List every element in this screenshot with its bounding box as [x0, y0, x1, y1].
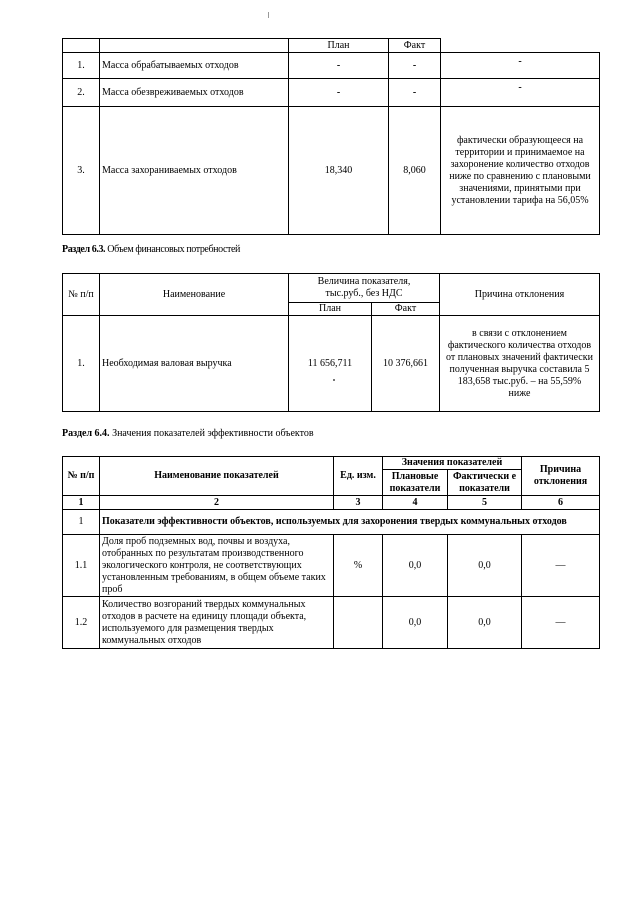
header-num-empty [63, 39, 100, 53]
row-actual: 0,0 [448, 597, 522, 649]
group-row [63, 510, 600, 535]
waste-mass-table [62, 38, 600, 235]
row-fact: 10 376,661 [372, 316, 440, 412]
row-fact: 8,060 [389, 107, 441, 235]
header-reason: Причина отклонения [440, 274, 600, 316]
row-plan: - [289, 53, 389, 79]
row-reason: фактически образующееся на территории и принимаемое на захоронение количество отходов ниже по сравнению с плановыми значениями, принятыми при установлении тарифа на 56,05% [441, 107, 600, 235]
header-reason: Причина отклонения [522, 457, 600, 496]
row-planned: 0,0 [383, 535, 448, 597]
header-num: № п/п [63, 274, 100, 316]
table-row [63, 79, 600, 107]
efficiency-indicators-table [62, 456, 600, 649]
financial-needs-table [62, 273, 600, 412]
section-6-4-title: Значения показателей эффективности объектов [112, 428, 314, 439]
row-fact: - [389, 53, 441, 79]
group-title: Показатели эффективности объектов, используемых для захоронения твердых коммунальных отходов [100, 510, 600, 535]
row-plan: - [289, 79, 389, 107]
header-num: № п/п [63, 457, 100, 496]
row-num: 2. [63, 79, 100, 107]
row-reason: — [522, 535, 600, 597]
row-actual: 0,0 [448, 535, 522, 597]
row-name: Количество возгораний твердых коммунальных отходов в расчете на единицу площади объекта, используемого для размещения твердых коммунальных отходов [100, 597, 334, 649]
row-reason: — [522, 597, 600, 649]
row-name: Необходимая валовая выручка [100, 316, 289, 412]
row-reason: в связи с отклонением фактического количества отходов от плановых значений фактически полученная выручка составила 5 183,658 тыс.руб. – на 55,59% ниже [440, 316, 600, 412]
row-num: 1.2 [63, 597, 100, 649]
header-fact: Факт [389, 39, 441, 53]
col-number: 4 [383, 496, 448, 510]
row-unit [334, 597, 383, 649]
header-fact: Факт [372, 303, 440, 316]
column-numbers-row [63, 496, 600, 510]
row-name: Масса захораниваемых отходов [100, 107, 289, 235]
header-unit: Ед. изм. [334, 457, 383, 496]
header-name: Наименование [100, 274, 289, 316]
col-number: 6 [522, 496, 600, 510]
scan-speck [333, 379, 335, 381]
header-name: Наименование показателей [100, 457, 334, 496]
header-plan: План [289, 303, 372, 316]
table-row [63, 597, 600, 649]
scan-mark [268, 12, 269, 18]
col-number: 3 [334, 496, 383, 510]
section-6-4-caption [62, 428, 314, 440]
row-plan: 18,340 [289, 107, 389, 235]
row-num: 3. [63, 107, 100, 235]
row-planned: 0,0 [383, 597, 448, 649]
group-num: 1 [63, 510, 100, 535]
col-number: 5 [448, 496, 522, 510]
row-name: Масса обезвреживаемых отходов [100, 79, 289, 107]
header-value: Величина показателя, тыс.руб., без НДС [289, 274, 440, 303]
section-6-3-caption [62, 244, 240, 256]
header-name-empty [100, 39, 289, 53]
row-num: 1. [63, 316, 100, 412]
header-reason-empty [441, 39, 600, 53]
table-row [63, 316, 600, 412]
table-row [63, 535, 600, 597]
header-planned: Плановые показатели [383, 470, 448, 496]
header-plan: План [289, 39, 389, 53]
row-fact: - [389, 79, 441, 107]
table-row [63, 107, 600, 235]
table-row [63, 53, 600, 79]
row-unit: % [334, 535, 383, 597]
section-6-3-label: Раздел 6.3. [62, 244, 106, 255]
col-number: 2 [100, 496, 334, 510]
section-6-4-label: Раздел 6.4. [62, 428, 110, 439]
row-num: 1. [63, 53, 100, 79]
row-name: Доля проб подземных вод, почвы и воздуха, отобранных по результатам производственного экологического контроля, не соответствующих установленным требованиям, в общем объеме таких проб [100, 535, 334, 597]
header-actual: Фактически е показатели [448, 470, 522, 496]
row-reason: - [441, 79, 600, 107]
section-6-3-title: Объем финансовых потребностей [107, 244, 240, 255]
row-name: Масса обрабатываемых отходов [100, 53, 289, 79]
row-reason: - [441, 53, 600, 79]
row-num: 1.1 [63, 535, 100, 597]
header-values: Значения показателей [383, 457, 522, 470]
col-number: 1 [63, 496, 100, 510]
row-plan: 11 656,711 [289, 316, 372, 412]
